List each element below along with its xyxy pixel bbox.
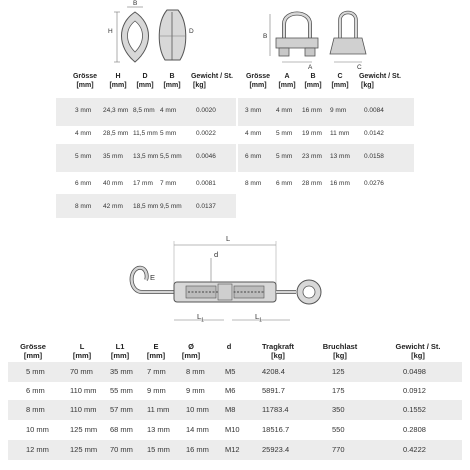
thimble-table-cell: 0.0022: [196, 130, 216, 137]
turnbuckle-header-size: Grösse [mm]: [20, 342, 46, 360]
clip-table-cell: 28 mm: [302, 180, 322, 187]
turnbuckle-table-cell: 16 mm: [186, 445, 209, 454]
turnbuckle-table-cell: 110 mm: [70, 405, 97, 414]
turnbuckle-table-cell: 11 mm: [147, 405, 170, 414]
thimble-table-cell: 5,5 mm: [160, 153, 182, 160]
thimble-table-cell: 42 mm: [103, 203, 123, 210]
thimble-label-b: B: [133, 0, 138, 7]
thimble-table-cell: 24,3 mm: [103, 107, 129, 114]
turnbuckle-table-cell: 350: [332, 405, 345, 414]
thimble-table-cell: 28,5 mm: [103, 130, 129, 137]
thimble-table-cell: 9,5 mm: [160, 203, 182, 210]
thimble-table-cell: 35 mm: [103, 153, 123, 160]
thimble-side-shape: [159, 10, 186, 60]
clip-label-b: B: [263, 33, 268, 40]
clip-table-cell: 19 mm: [302, 130, 322, 137]
turnbuckle-table-cell: 5891.7: [262, 386, 285, 395]
thimble-table-cell: 3 mm: [75, 107, 92, 114]
turnbuckle-table-cell: 4208.4: [262, 367, 285, 376]
clip-row-band: [238, 144, 414, 172]
clip-table-cell: 16 mm: [302, 107, 322, 114]
thimble-table-cell: 17 mm: [133, 180, 153, 187]
turnbuckle-table-cell: M6: [225, 386, 236, 395]
turnbuckle-table-cell: 8 mm: [186, 367, 205, 376]
clip-side-shape: [340, 13, 356, 43]
turnbuckle-table-cell: 175: [332, 386, 345, 395]
turnbuckle-table-cell: 14 mm: [186, 425, 209, 434]
turnbuckle-table-cell: 110 mm: [70, 386, 97, 395]
turnbuckle-header-d: d: [226, 342, 232, 351]
turnbuckle-table-cell: 68 mm: [110, 425, 133, 434]
turnbuckle-table-cell: 6 mm: [26, 386, 45, 395]
turnbuckle-table-cell: 15 mm: [147, 445, 170, 454]
clip-table-cell: 5 mm: [276, 153, 293, 160]
clip-table-cell: 5 mm: [276, 130, 293, 137]
clip-table-cell: 23 mm: [302, 153, 322, 160]
clip-row-band: [238, 98, 414, 126]
turnbuckle-table-cell: 8 mm: [26, 405, 45, 414]
thimble-table-cell: 6 mm: [75, 180, 92, 187]
turnbuckle-table-cell: 11783.4: [262, 405, 289, 414]
turnbuckle-table-cell: 0.4222: [403, 445, 426, 454]
turnbuckle-header-l1: L1 [mm]: [110, 342, 130, 360]
turnbuckle-header-l: L [mm]: [72, 342, 92, 360]
turnbuckle-header-weight: Gewicht / St. [kg]: [395, 342, 441, 360]
clip-table-cell: 4 mm: [276, 107, 293, 114]
clip-header-a: A [mm]: [278, 73, 296, 89]
clip-table-cell: 6 mm: [276, 180, 293, 187]
turnbuckle-table-cell: M10: [225, 425, 240, 434]
turnbuckle-table-cell: 0.2808: [403, 425, 426, 434]
thimble-table-cell: 7 mm: [160, 180, 177, 187]
thimble-label-d: D: [189, 28, 194, 35]
turnbuckle-table-cell: 57 mm: [110, 405, 133, 414]
thimble-table-cell: 0.0137: [196, 203, 216, 210]
thimble-header-weight: Gewicht / St. [kg]: [190, 73, 233, 89]
turnbuckle-label-l: L: [226, 234, 231, 243]
turnbuckle-header-bruchlast: Bruchlast [kg]: [322, 342, 358, 360]
turnbuckle-table-cell: 10 mm: [26, 425, 49, 434]
clip-table-cell: 8 mm: [245, 180, 262, 187]
clip-header-size: Grösse [mm]: [245, 73, 271, 89]
thimble-table-cell: 5 mm: [160, 130, 177, 137]
clip-label-a: A: [308, 64, 313, 71]
turnbuckle-table-cell: M12: [225, 445, 240, 454]
clip-table-cell: 11 mm: [330, 130, 350, 137]
thimble-table-cell: 8,5 mm: [133, 107, 155, 114]
clip-table-cell: 0.0276: [364, 180, 384, 187]
thimble-table-cell: 5 mm: [75, 153, 92, 160]
clip-table-cell: 9 mm: [330, 107, 347, 114]
thimble-diagram: [95, 2, 215, 67]
turnbuckle-table-cell: 9 mm: [186, 386, 205, 395]
clip-table-cell: 3 mm: [245, 107, 262, 114]
turnbuckle-table-cell: 13 mm: [147, 425, 170, 434]
thimble-header-size: Grösse [mm]: [72, 73, 98, 89]
turnbuckle-header-e: E [mm]: [146, 342, 166, 360]
thimble-table-cell: 8 mm: [75, 203, 92, 210]
thimble-header-d: D [mm]: [136, 73, 154, 89]
turnbuckle-table-cell: 125: [332, 367, 345, 376]
clip-table-cell: 6 mm: [245, 153, 262, 160]
turnbuckle-label-l1-left: $L_1$: [197, 312, 204, 324]
turnbuckle-table-cell: 550: [332, 425, 345, 434]
turnbuckle-table-cell: 9 mm: [147, 386, 166, 395]
thimble-table-cell: 40 mm: [103, 180, 123, 187]
turnbuckle-table-cell: 125 mm: [70, 425, 98, 434]
turnbuckle-table-cell: 0.0498: [403, 367, 426, 376]
thimble-table-cell: 11,5 mm: [133, 130, 158, 137]
turnbuckle-table-cell: 5 mm: [26, 367, 45, 376]
clip-table-cell: 0.0084: [364, 107, 384, 114]
turnbuckle-header-diameter: Ø [mm]: [181, 342, 201, 360]
turnbuckle-table-cell: 70 mm: [70, 367, 93, 376]
turnbuckle-table-cell: M5: [225, 367, 236, 376]
clip-table-cell: 4 mm: [245, 130, 262, 137]
clip-header-b: B [mm]: [304, 73, 322, 89]
turnbuckle-diagram: [128, 230, 328, 330]
turnbuckle-label-d: d: [214, 250, 219, 259]
clip-table-cell: 0.0142: [364, 130, 384, 137]
turnbuckle-table-cell: 25923.4: [262, 445, 290, 454]
thimble-label-h: H: [108, 28, 113, 35]
turnbuckle-table-cell: 12 mm: [26, 445, 49, 454]
thimble-table-cell: 0.0081: [196, 180, 216, 187]
thimble-table-cell: 0.0020: [196, 107, 216, 114]
turnbuckle-table-cell: 0.1552: [403, 405, 426, 414]
turnbuckle-table-cell: 55 mm: [110, 386, 133, 395]
turnbuckle-table-cell: 770: [332, 445, 345, 454]
turnbuckle-table-cell: 0.0912: [403, 386, 426, 395]
thimble-table-cell: 18,5 mm: [133, 203, 159, 210]
thimble-header-b: B [mm]: [163, 73, 181, 89]
clip-header-c: C [mm]: [331, 73, 349, 89]
thimble-table-cell: 4 mm: [75, 130, 92, 137]
clip-header-weight: Gewicht / St. [kg]: [358, 73, 401, 89]
turnbuckle-header-tragkraft: Tragkraft [kg]: [261, 342, 295, 360]
thimble-header-h: H [mm]: [109, 73, 127, 89]
turnbuckle-label-l1-right: $L_1$: [255, 312, 262, 324]
turnbuckle-table-cell: 10 mm: [186, 405, 209, 414]
thimble-table-cell: 13,5 mm: [133, 153, 159, 160]
turnbuckle-table-cell: 70 mm: [110, 445, 133, 454]
thimble-table-cell: 0.0046: [196, 153, 216, 160]
turnbuckle-table-cell: M8: [225, 405, 236, 414]
wire-clip-diagram: [262, 2, 382, 67]
turnbuckle-table-cell: 125 mm: [70, 445, 98, 454]
turnbuckle-label-e: E: [150, 273, 156, 282]
clip-label-c: C: [357, 64, 362, 71]
turnbuckle-table-cell: 7 mm: [147, 367, 166, 376]
turnbuckle-table-cell: 18516.7: [262, 425, 290, 434]
clip-table-cell: 16 mm: [330, 180, 350, 187]
turnbuckle-table-cell: 35 mm: [110, 367, 133, 376]
clip-table-cell: 13 mm: [330, 153, 350, 160]
thimble-table-cell: 4 mm: [160, 107, 177, 114]
clip-table-cell: 0.0158: [364, 153, 384, 160]
